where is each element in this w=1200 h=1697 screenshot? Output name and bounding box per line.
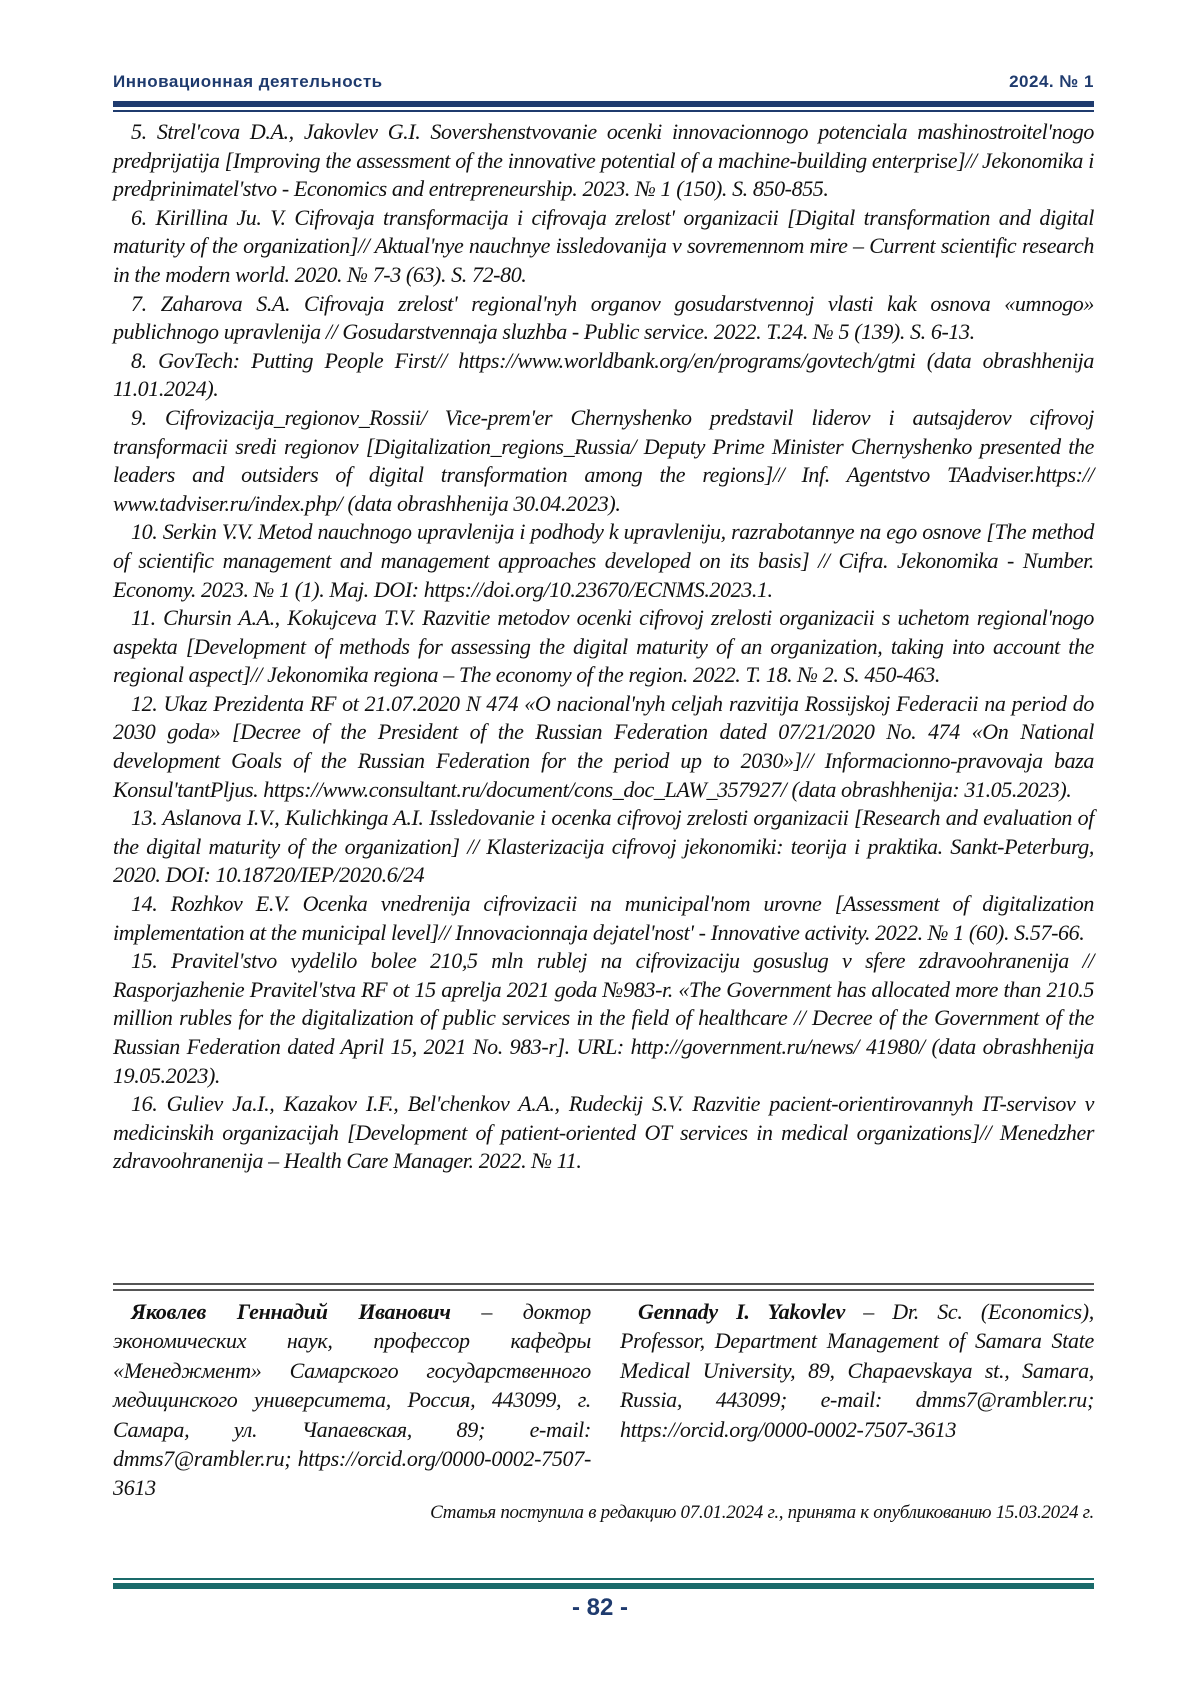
reference-item: 10. Serkin V.V. Metod nauchnogo upravlenija i podhody k upravleniju, razrabotannye na ego osnove [The method of scientific management and management approaches developed on its basis] // Cifra. Jekonomika - Number. Economy. 2023. № 1 (1). Maj. DOI: https://doi.org/10.23670/ECNMS.2023.1. <box>113 518 1094 604</box>
author-name-en: Gennady I. Yakovlev <box>638 1299 845 1324</box>
footer-rule-thin <box>113 1578 1094 1580</box>
author-details-en: – Dr. Sc. (Economics), Professor, Department Management of Samara State Medical University, 89, Chapaevskaya st., Samara, Russia, 443099; e-mail: dmms7@rambler.ru; https://orcid.org/0000-0002-7507-3613 <box>620 1299 1094 1442</box>
author-name-ru: Яковлев Геннадий Иванович <box>131 1299 451 1324</box>
reference-item: 9. Cifrovizacija_regionov_Rossii/ Vice-prem'er Chernyshenko predstavil liderov i autsajderov cifrovoj transformacii sredi regionov [Digitalization_regions_Russia/ Deputy Prime Minister Chernyshenko presented the leaders and outsiders of digital transformation among the regions]// Inf. Agentstvo TAadviser.https:// www.tadviser.ru/index.php/ (data obrashhenija 30.04.2023). <box>113 404 1094 518</box>
author-details-ru: – доктор экономических наук, профессор кафедры «Менеджмент» Самарского государственного медицинского университета, Россия, 443099, г. Самара, ул. Чапаевская, 89; e-mail: dmms7@rambler.ru; https://orcid.org/0000-0002-7507-3613 <box>113 1299 591 1500</box>
section-divider <box>113 1283 1094 1285</box>
footer-rule <box>113 1583 1094 1589</box>
reference-list <box>113 118 1094 1176</box>
author-info-en <box>620 1297 1094 1444</box>
reference-item: 16. Guliev Ja.I., Kazakov I.F., Bel'chenkov A.A., Rudeckij S.V. Razvitie pacient-orientirovannyh IT-servisov v medicinskih organizacijah [Development of patient-oriented OT services in medical organizations]// Menedzher zdravoohranenija – Health Care Manager. 2022. № 11. <box>113 1090 1094 1176</box>
page-number: - 82 - <box>0 1594 1200 1622</box>
reference-item: 12. Ukaz Prezidenta RF ot 21.07.2020 N 474 «O nacional'nyh celjah razvitija Rossijskoj Federacii na period do 2030 goda» [Decree of the President of the Russian Federation dated 07/21/2020 No. 474 «On National development Goals of the Russian Federation for the period up to 2030»]// Informacionno-pravovaja baza Konsul'tantPljus. https://www.consultant.ru/document/cons_doc_LAW_357927/ (data obrashhenija: 31.05.2023). <box>113 690 1094 804</box>
author-info-ru <box>113 1297 591 1503</box>
journal-title: Инновационная деятельность <box>113 72 383 92</box>
received-note: Статья поступила в редакцию 07.01.2024 г., принята к опубликованию 15.03.2024 г. <box>430 1502 1094 1524</box>
header-rule <box>113 101 1094 107</box>
reference-item: 14. Rozhkov E.V. Ocenka vnedrenija cifrovizacii na municipal'nom urovne [Assessment of digitalization implementation at the municipal level]// Innovacionnaja dejatel'nost' - Innovative activity. 2022. № 1 (60). S.57-66. <box>113 890 1094 947</box>
section-divider <box>113 1289 1094 1291</box>
issue-number: 2024. № 1 <box>1009 72 1094 92</box>
reference-item: 8. GovTech: Putting People First// https://www.worldbank.org/en/programs/govtech/gtmi (data obrashhenija 11.01.2024). <box>113 347 1094 404</box>
reference-item: 13. Aslanova I.V., Kulichkinga A.I. Issledovanie i ocenka cifrovoj zrelosti organizacii [Research and evaluation of the digital maturity of the organization] // Klasterizacija cifrovoj jekonomiki: teorija i praktika. Sankt-Peterburg, 2020. DOI: 10.18720/IEP/2020.6/24 <box>113 804 1094 890</box>
reference-item: 7. Zaharova S.A. Cifrovaja zrelost' regional'nyh organov gosudarstvennoj vlasti kak osnova «umnogo» publichnogo upravlenija // Gosudarstvennaja sluzhba - Public service. 2022. T.24. № 5 (139). S. 6-13. <box>113 290 1094 347</box>
reference-item: 15. Pravitel'stvo vydelilo bolee 210,5 mln rublej na cifrovizaciju gosuslug v sfere zdravoohranenija // Rasporjazhenie Pravitel'stva RF ot 15 aprelja 2021 goda №983-r. «The Government has allocated more than 210.5 million rubles for the digitalization of public services in the field of healthcare // Decree of the Government of the Russian Federation dated April 15, 2021 No. 983-r]. URL: http://government.ru/news/ 41980/ (data obrashhenija 19.05.2023). <box>113 947 1094 1090</box>
running-header <box>113 72 1094 96</box>
reference-item: 6. Kirillina Ju. V. Cifrovaja transformacija i cifrovaja zrelost' organizacii [Digital transformation and digital maturity of the organization]// Aktual'nye nauchnye issledovanija v sovremennom mire – Current scientific research in the modern world. 2020. № 7-3 (63). S. 72-80. <box>113 204 1094 290</box>
reference-item: 11. Chursin A.A., Kokujceva T.V. Razvitie metodov ocenki cifrovoj zrelosti organizacii s uchetom regional'nogo aspekta [Development of methods for assessing the digital maturity of an organization, taking into account the regional aspect]// Jekonomika regiona – The economy of the region. 2022. T. 18. № 2. S. 450-463. <box>113 604 1094 690</box>
reference-item: 5. Strel'cova D.A., Jakovlev G.I. Sovershenstvovanie ocenki innovacionnogo potenciala mashinostroitel'nogo predprijatija [Improving the assessment of the innovative potential of a machine-building enterprise]// Jekonomika i predprinimatel'stvo - Economics and entrepreneurship. 2023. № 1 (150). S. 850-855. <box>113 118 1094 204</box>
header-rule-thin <box>113 110 1094 112</box>
